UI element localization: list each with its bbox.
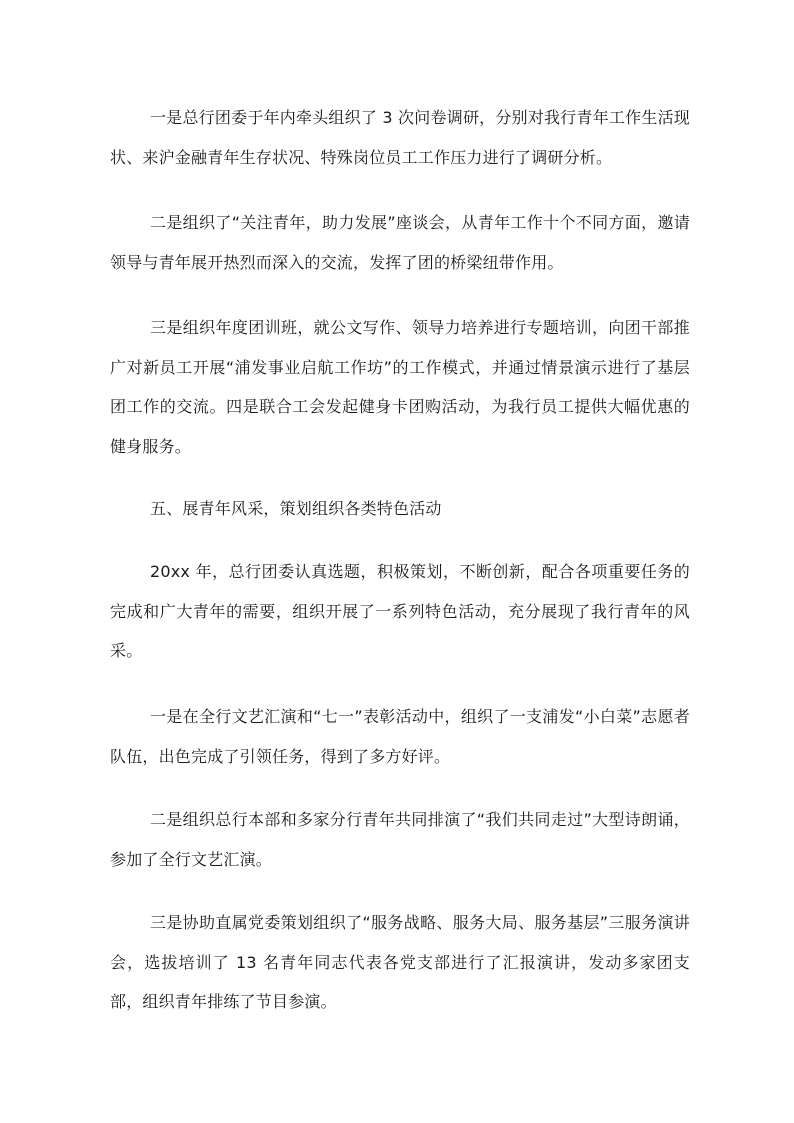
paragraph-speech-contest: 三是协助直属党委策划组织了“服务战略、服务大局、服务基层”三服务演讲会，选拔培训了 13 名青年同志代表各党支部进行了汇报演讲，发动多家团支部，组织青年排练了节目参演。 bbox=[110, 913, 690, 1012]
paragraph-forum: 二是组织了“关注青年，助力发展”座谈会，从青年工作十个不同方面，邀请领导与青年展开热烈而深入的交流，发挥了团的桥梁纽带作用。 bbox=[110, 213, 690, 272]
paragraph-volunteers: 一是在全行文艺汇演和“七一”表彰活动中，组织了一支浦发“小白菜”志愿者队伍，出色完成了引领任务，得到了多方好评。 bbox=[110, 707, 690, 766]
paragraph-training: 三是组织年度团训班，就公文写作、领导力培养进行专题培训，向团干部推广对新员工开展“浦发事业启航工作坊”的工作模式，并通过情景演示进行了基层团工作的交流。四是联合工会发起健身卡团购活动，为我行员工提供大幅优惠的健身服务。 bbox=[110, 318, 690, 457]
paragraph-poetry: 二是组织总行本部和多家分行青年共同排演了“我们共同走过”大型诗朗诵，参加了全行文艺汇演。 bbox=[110, 810, 690, 869]
section-heading: 五、展青年风采，策划组织各类特色活动 bbox=[150, 499, 442, 518]
paragraph-survey: 一是总行团委于年内牵头组织了 3 次问卷调研，分别对我行青年工作生活现状、来沪金融青年生存状况、特殊岗位员工工作压力进行了调研分析。 bbox=[110, 108, 690, 167]
paragraph-activities-intro: 20xx 年，总行团委认真选题，积极策划，不断创新，配合各项重要任务的完成和广大青年的需要，组织开展了一系列特色活动，充分展现了我行青年的风采。 bbox=[110, 562, 690, 661]
